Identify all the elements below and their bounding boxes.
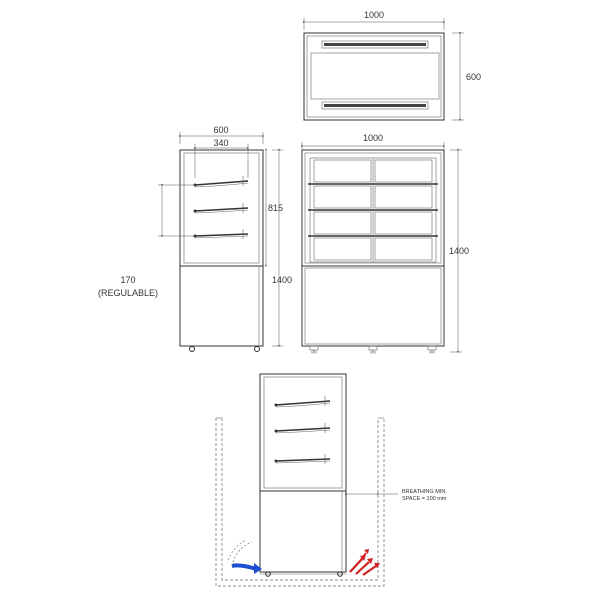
top-width-label: 1000 (363, 10, 385, 20)
side-inner-label: 340 (213, 138, 229, 148)
install-shelves (275, 396, 331, 464)
top-view-glass (311, 53, 439, 99)
foot-label: (A) (311, 349, 317, 354)
install-base (260, 491, 346, 572)
regulable-value: 170 (120, 275, 136, 285)
niche-walls (216, 418, 384, 586)
breathing-note-line2: SPACE = 100 mm (402, 496, 447, 502)
side-view-base (180, 266, 263, 346)
front-view-base (302, 266, 444, 346)
front-width-label: 1000 (362, 133, 384, 143)
top-view (304, 10, 481, 120)
side-foot (255, 347, 260, 352)
front-height-label: 1400 (449, 246, 470, 256)
hot-air-arrows-icon (350, 549, 380, 575)
regulable-note: (REGULABLE) (97, 288, 159, 298)
side-width-label: 600 (213, 125, 229, 135)
front-view (302, 133, 469, 354)
side-foot (190, 347, 195, 352)
top-depth-label: 600 (466, 72, 482, 82)
installation-view (216, 374, 447, 586)
foot-label: (A) (429, 349, 435, 354)
breathing-note-line1: BREATHING MIN. (402, 489, 447, 495)
top-grille-rear (322, 41, 428, 48)
front-feet (310, 346, 436, 354)
side-shelf-height-label: 815 (268, 203, 284, 213)
top-grille-front (322, 102, 428, 109)
foot-label: (A) (370, 349, 376, 354)
side-shelves (194, 176, 249, 239)
side-total-height-label: 1400 (272, 275, 293, 285)
side-view-cabinet (180, 150, 263, 266)
side-view (98, 125, 292, 352)
install-cabinet (260, 374, 346, 491)
cold-air-arrow-icon (228, 540, 262, 574)
